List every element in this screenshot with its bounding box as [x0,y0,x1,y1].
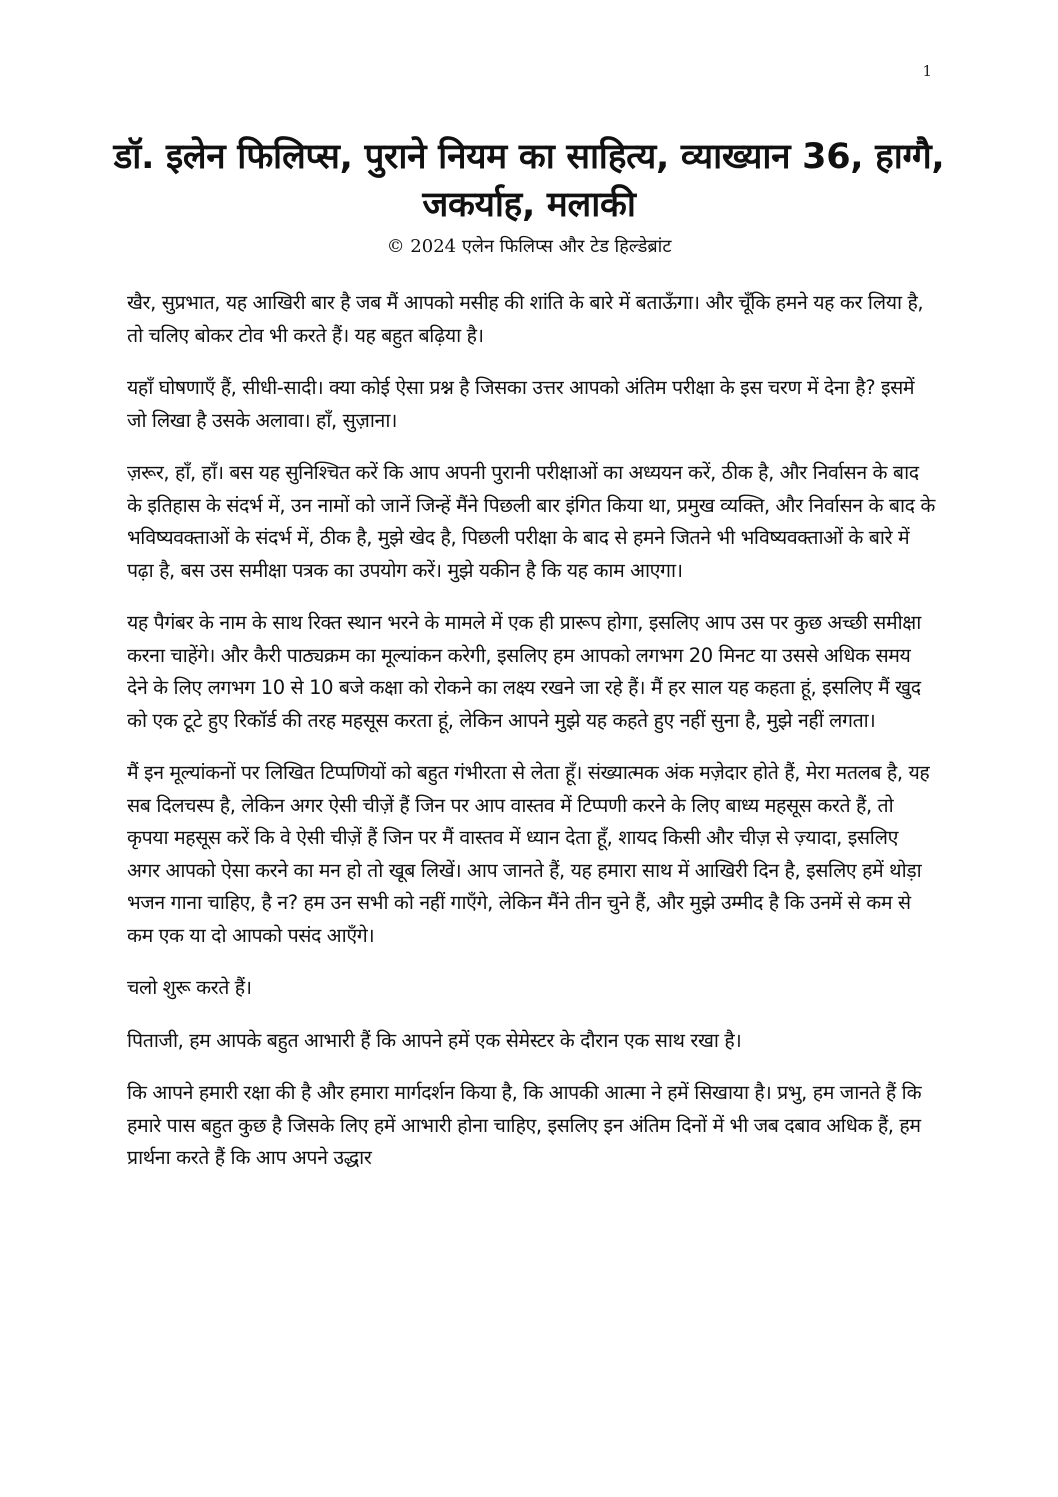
paragraph: खैर, सुप्रभात, यह आखिरी बार है जब मैं आपको मसीह की शांति के बारे में बताऊँगा। और चूँकि हमने यह कर लिया है, तो चलिए बोकर टोव भी करते हैं। यह बहुत बढ़िया है। [127,291,924,347]
paragraph: पिताजी, हम आपके बहुत आभारी हैं कि आपने हमें एक सेमेस्टर के दौरान एक साथ रखा है। [127,1028,742,1052]
page-number: 1 [922,62,932,80]
paragraph: कि आपने हमारी रक्षा की है और हमारा मार्गदर्शन किया है, कि आपकी आत्मा ने हमें सिखाया है। प्रभु, हम जानते हैं कि हमारे पास बहुत कुछ है जिसके लिए हमें आभारी होना चाहिए, इसलिए इन अंतिम दिनों में भी जब दबाव अधिक हैं, हम प्रार्थना करते हैं कि आप अपने उद्धार [127,1081,922,1169]
paragraph: मैं इन मूल्यांकनों पर लिखित टिप्पणियों को बहुत गंभीरता से लेता हूँ। संख्यात्मक अंक मज़ेदार होते हैं, मेरा मतलब है, यह सब दिलचस्प है, लेकिन अगर ऐसी चीज़ें हैं जिन पर आप वास्तव में टिप्पणी करने के लिए बाध्य महसूस करते हैं, तो कृपया महसूस करें कि वे ऐसी चीज़ें हैं जिन पर मैं वास्तव में ध्यान देता हूँ, शायद किसी और चीज़ से ज़्यादा, इसलिए अगर आपको ऐसा करने का मन हो तो खूब लिखें। आप जानते हैं, यह हमारा साथ में आखिरी दिन है, इसलिए हमें थोड़ा भजन गाना चाहिए, है न? हम उन सभी को नहीं गाएँगे, लेकिन मैंने तीन चुने हैं, और मुझे उम्मीद है कि उनमें से कम से कम एक या दो आपको पसंद आएँगे। [127,761,930,947]
paragraph: चलो शुरू करते हैं। [127,976,252,999]
page-title: डॉ. इलेन फिलिप्स, पुराने नियम का साहित्य, व्याख्यान 36, हाग्गै, जकर्याह, मलाकी [113,137,945,225]
transcript-body [127,287,935,1195]
paragraph: ज़रूर, हाँ, हाँ। बस यह सुनिश्चित करें कि आप अपनी पुरानी परीक्षाओं का अध्ययन करें, ठीक है, और निर्वासन के बाद के इतिहास के संदर्भ में, उन नामों को जानें जिन्हें मैंने पिछली बार इंगित किया था, प्रमुख व्यक्ति, और निर्वासन के बाद के भविष्यवक्ताओं के संदर्भ में, ठीक है, मुझे खेद है, पिछली परीक्षा के बाद से हमने जितने भी भविष्यवक्ताओं के बारे में पढ़ा है, बस उस समीक्षा पत्रक का उपयोग करें। मुझे यकीन है कि यह काम आएगा। [127,461,935,582]
paragraph: यह पैगंबर के नाम के साथ रिक्त स्थान भरने के मामले में एक ही प्रारूप होगा, इसलिए आप उस पर कुछ अच्छी समीक्षा करना चाहेंगे। और कैरी पाठ्यक्रम का मूल्यांकन करेगी, इसलिए हम आपको लगभग 20 मिनट या उससे अधिक समय देने के लिए लगभग 10 से 10 बजे कक्षा को रोकने का लक्ष्य रखने जा रहे हैं। मैं हर साल यह कहता हूं, इसलिए मैं खुद को एक टूटे हुए रिकॉर्ड की तरह महसूस करता हूं, लेकिन आपने मुझे यह कहते हुए नहीं सुना है, मुझे नहीं लगता। [127,611,921,732]
paragraph: यहाँ घोषणाएँ हैं, सीधी-सादी। क्या कोई ऐसा प्रश्न है जिसका उत्तर आपको अंतिम परीक्षा के इस चरण में देना है? इसमें जो लिखा है उसके अलावा। हाँ, सुज़ाना। [127,376,915,432]
copyright-line: © 2024 एलेन फिलिप्स और टेड हिल्डेब्रांट [386,236,672,257]
